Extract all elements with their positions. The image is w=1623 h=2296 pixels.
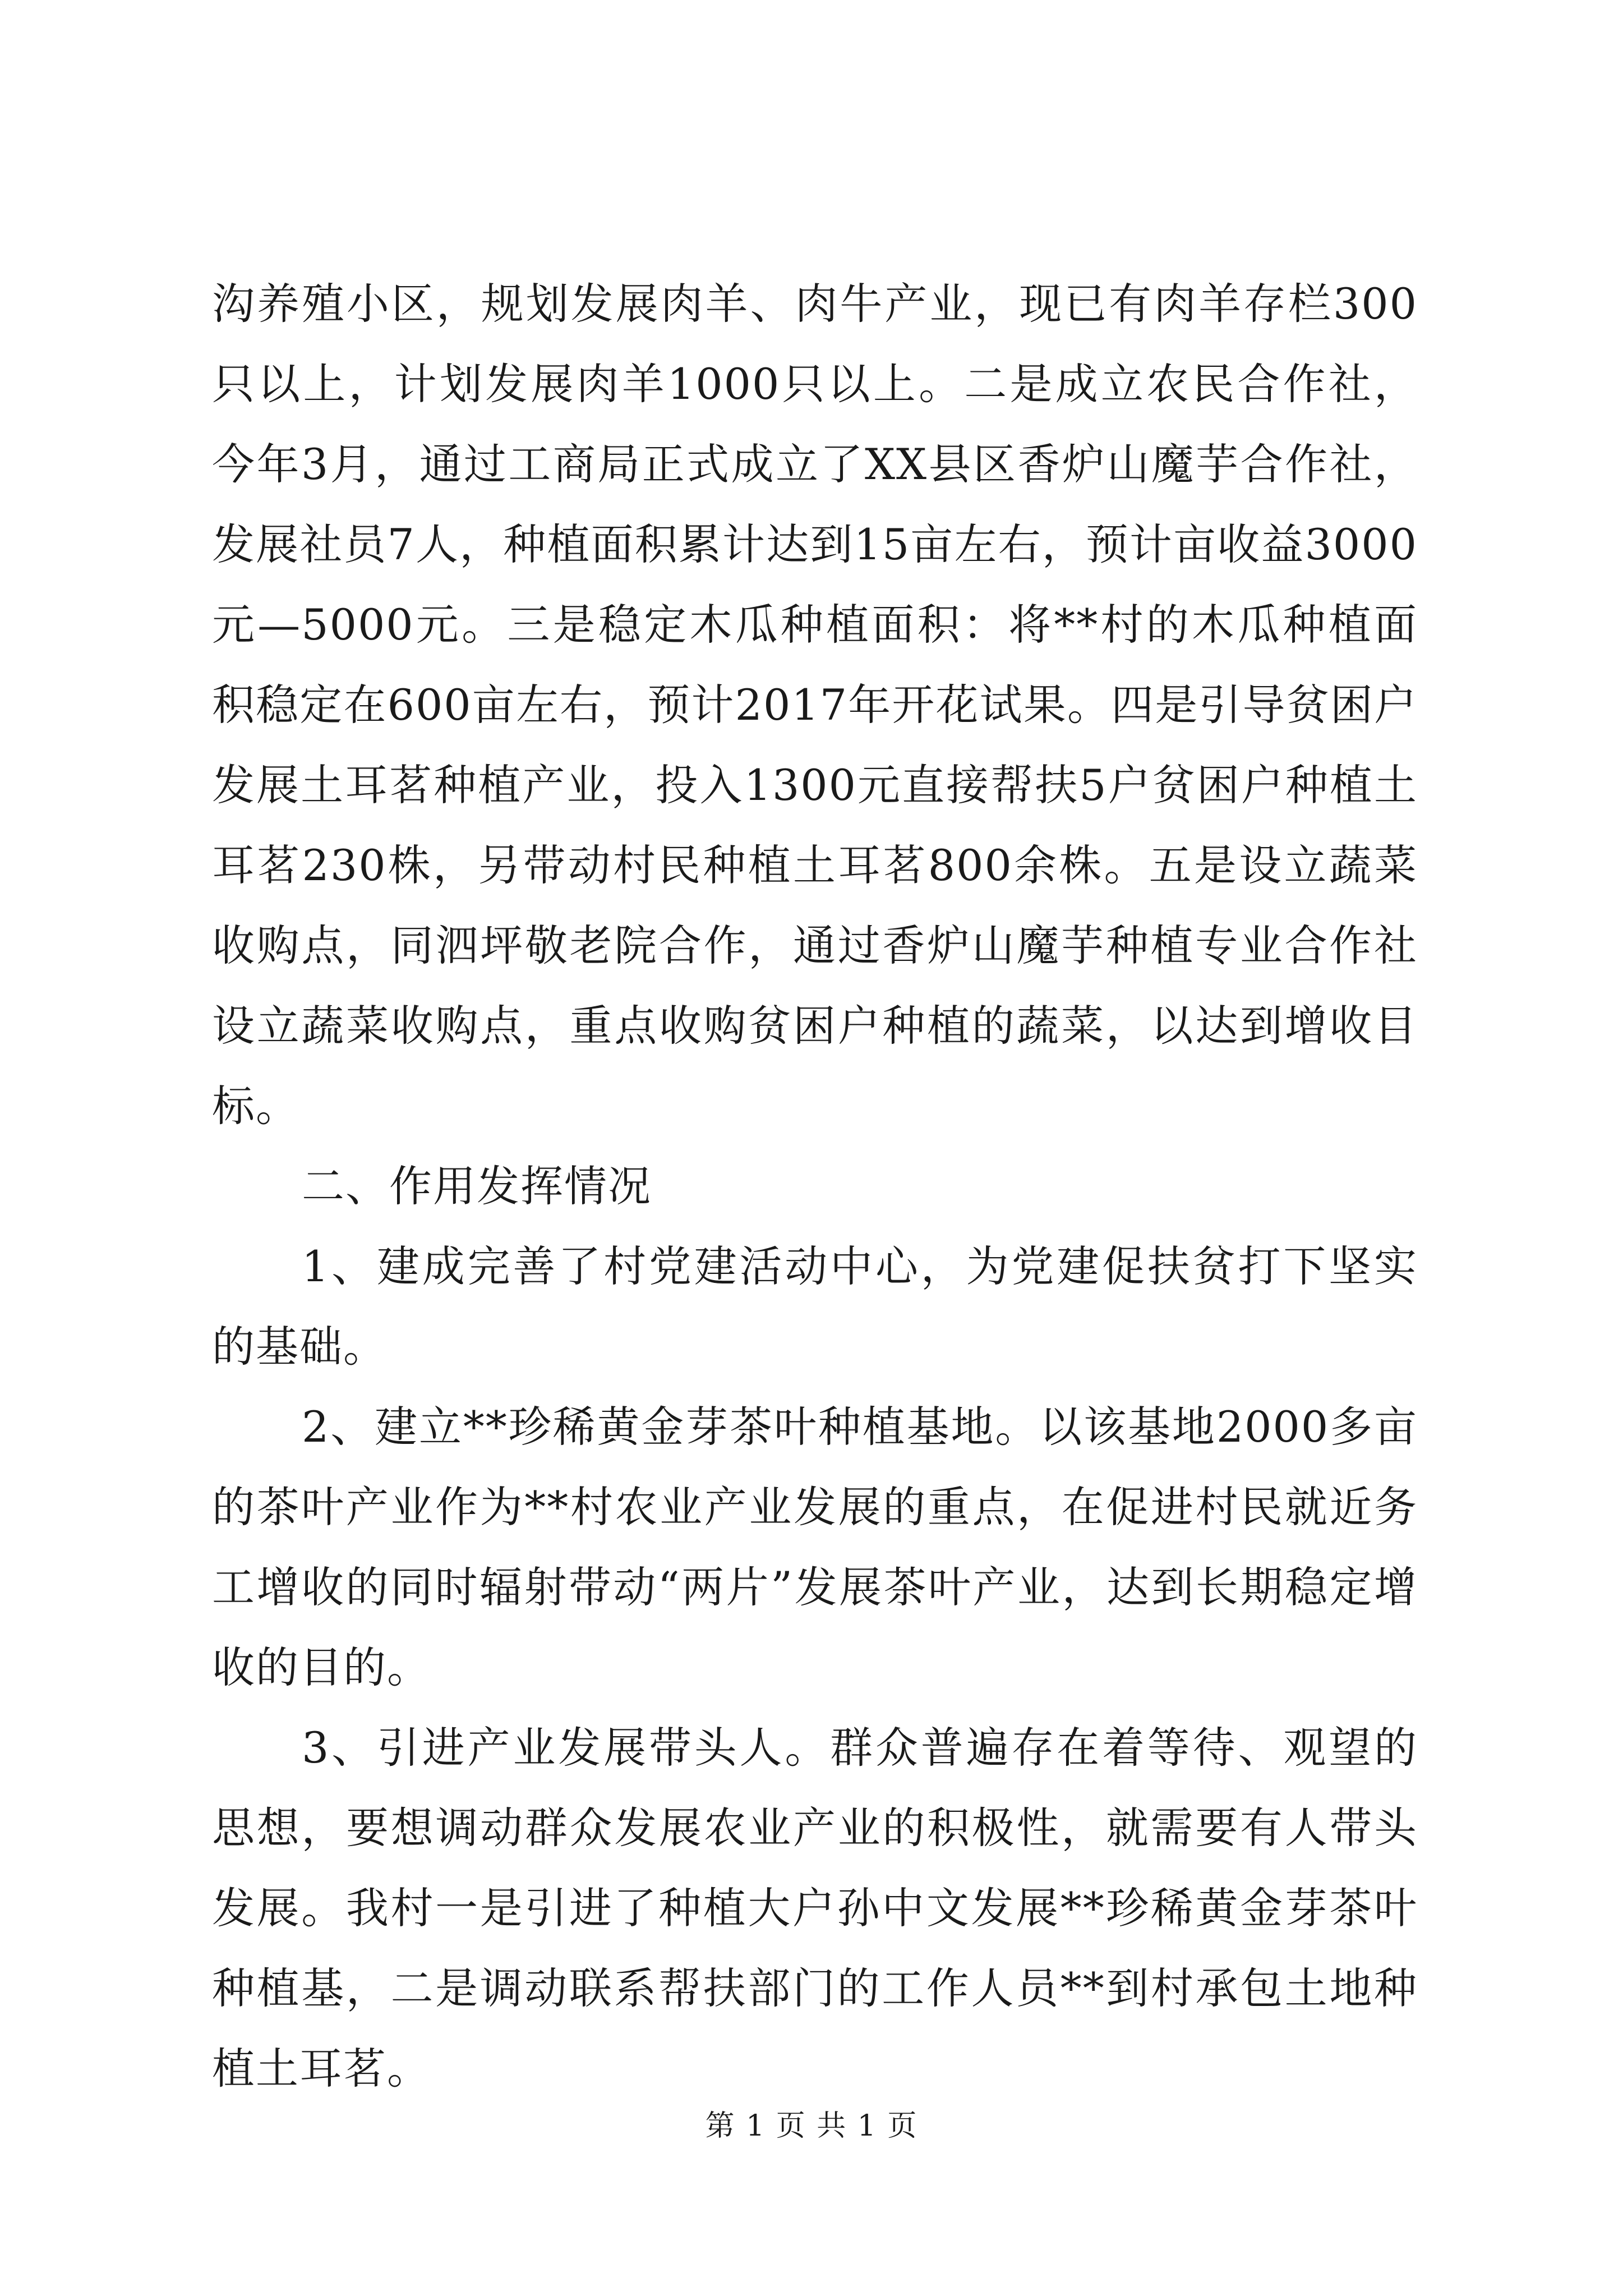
- paragraph-item-3: 3、引进产业发展带头人。群众普遍存在着等待、观望的思想，要想调动群众发展农业产业的积极性，就需要有人带头发展。我村一是引进了种植大户孙中文发展**珍稀黄金芽茶叶种植基，二是调动联系帮扶部门的工作人员**到村承包土地种植土耳茗。: [212, 1723, 1418, 2093]
- document-body: [212, 264, 1418, 2109]
- section-heading: 二、作用发挥情况: [302, 1161, 652, 1211]
- paragraph-continuation: 沟养殖小区，规划发展肉羊、肉牛产业，现已有肉羊存栏300只以上，计划发展肉羊1000只以上。二是成立农民合作社，今年3月，通过工商局正式成立了XX县区香炉山魔芋合作社，发展社员7人，种植面积累计达到15亩左右，预计亩收益3000元—5000元。三是稳定木瓜种植面积：将**村的木瓜种植面积稳定在600亩左右，预计2017年开花试果。四是引导贫困户发展土耳茗种植产业，投入1300元直接帮扶5户贫困户种植土耳茗230株，另带动村民种植土耳茗800余株。五是设立蔬菜收购点，同泗坪敬老院合作，通过香炉山魔芋种植专业合作社设立蔬菜收购点，重点收购贫困户种植的蔬菜，以达到增收目标。: [212, 279, 1418, 1131]
- paragraph-item-2: 2、建立**珍稀黄金芽茶叶种植基地。以该基地2000多亩的茶叶产业作为**村农业产业发展的重点，在促进村民就近务工增收的同时辐射带动“两片”发展茶叶产业，达到长期稳定增收的目的。: [212, 1402, 1418, 1692]
- paragraph-item-1: 1、建成完善了村党建活动中心，为党建促扶贫打下坚实的基础。: [212, 1241, 1418, 1372]
- page-footer: 第 1 页 共 1 页: [705, 2109, 918, 2143]
